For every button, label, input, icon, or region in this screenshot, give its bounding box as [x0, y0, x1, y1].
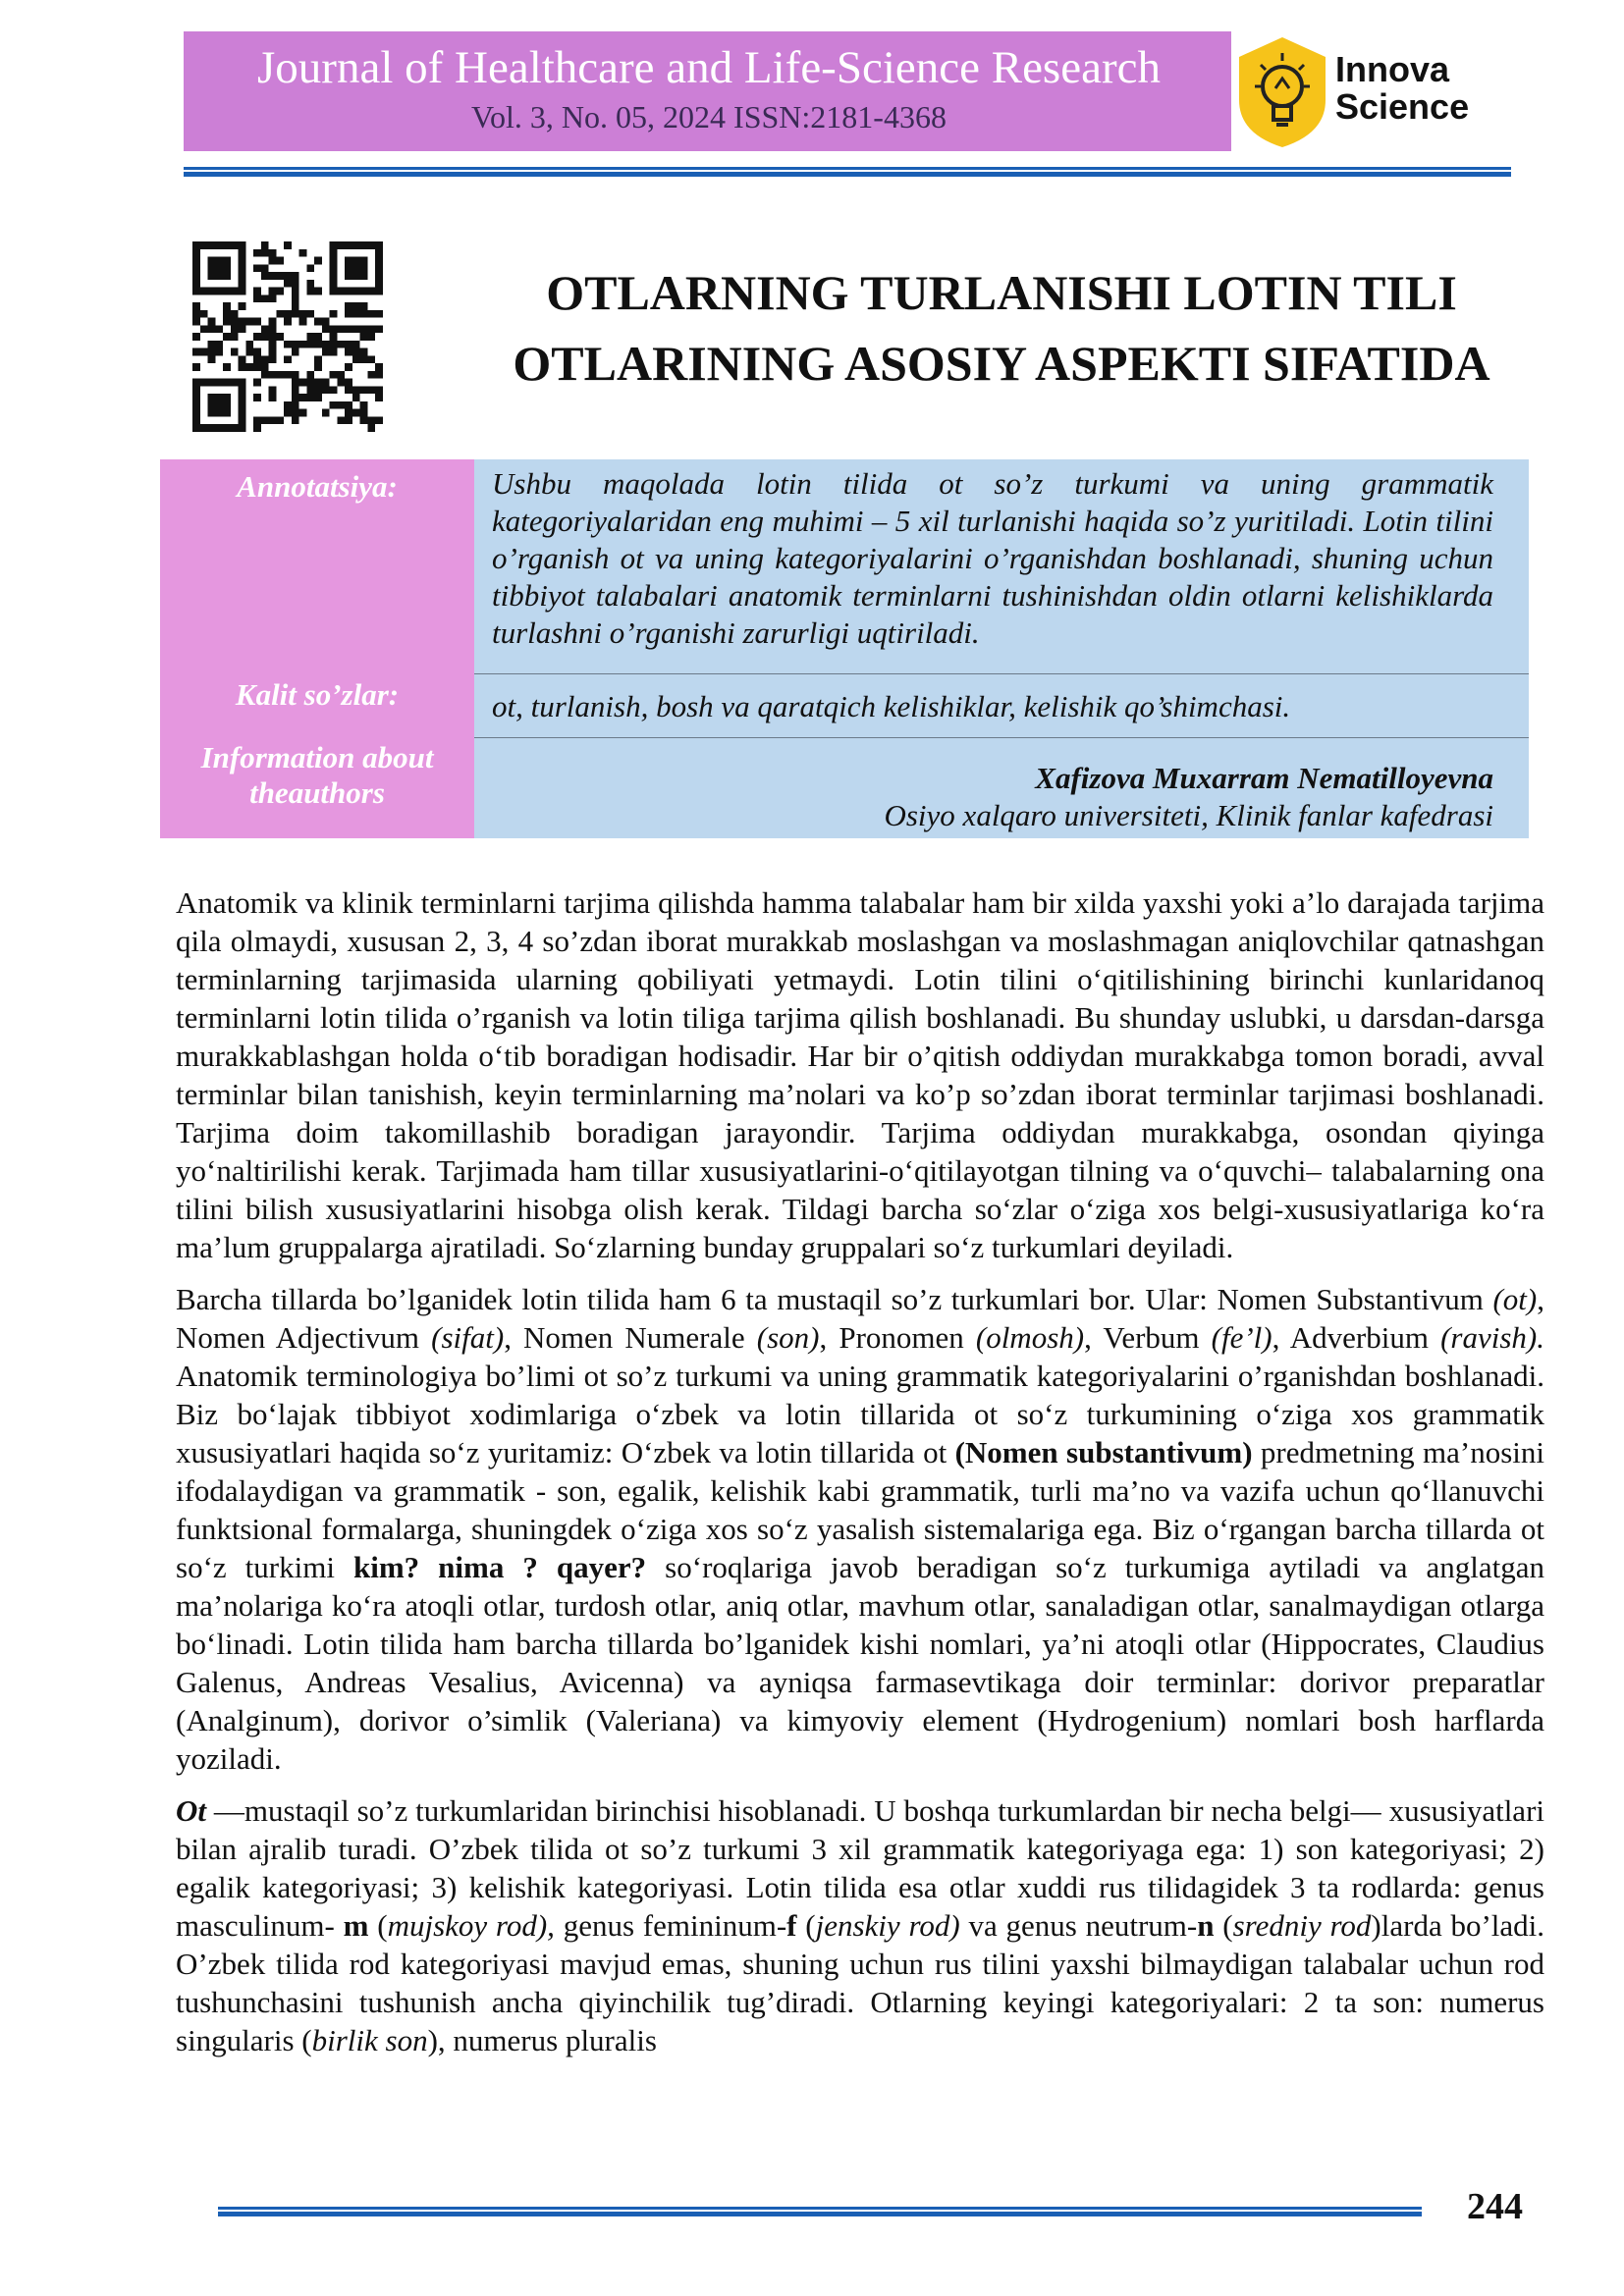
authors-cell	[474, 738, 1529, 838]
publisher-logo-text	[1335, 51, 1469, 126]
header-divider	[184, 167, 1511, 177]
page-number: 244	[1467, 2186, 1523, 2227]
qr-code-icon	[192, 241, 383, 432]
body-paragraph-3: Ot —mustaqil so’z turkumlaridan birinchisi hisoblanadi. U boshqa turkumlardan bir necha belgi— xususiyatlari bilan ajralib turadi. O’zbek tilida ot so’z turkumi 3 xil grammatik kategoriyaga ega: 1) son kategoriyasi; 2) egalik kategoriyasi; 3) kelishik kategoriyasi. Lotin tilida esa otlar xuddi rus tilidagidek 3 ta rodlarda: genus masculinum- m (mujskoy rod), genus femininum-f (jenskiy rod) va genus neutrum-n (sredniy rod)larda bo’ladi. O’zbek tilida rod kategoriyasi mavjud emas, shuning uchun rus tilini yaxshi bilmaydigan talabalar uchun rod tushunchasini tushunish ancha qiyinchilik tug’diradi. Otlarning keyingi kategoriyalari: 2 ta son: numerus singularis (birlik son), numerus pluralis	[176, 1793, 1545, 2057]
article-title-line-1: OTLARNING TURLANISHI LOTIN TILI	[546, 265, 1457, 320]
keywords-cell	[474, 674, 1529, 737]
authors-label-line-2: theauthors	[249, 775, 385, 810]
author-affiliation: Osiyo xalqaro universiteti, Klinik fanlar kafedrasi	[884, 798, 1493, 832]
logo-line-science: Science	[1335, 86, 1470, 127]
article-title	[461, 257, 1542, 399]
body-paragraph-1: Anatomik va klinik terminlarni tarjima qilishda hamma talabalar ham bir xilda yaxshi yoki a’lo darajada tarjima qila olmaydi, xususan 2, 3, 4 so’zdan iborat murakkab moslashgan va moslashmagan aniqlovchilar qatnashgan terminlarning tarjimasida ularning qobiliyati yetmaydi. Lotin tilini o‘qitilishining birinchi kunlaridanoq terminlarni lotin tilida o’rganish va lotin tiliga tarjima qilish boshlanadi. Bu shunday uslubki, u darsdan-darsga murakkablashgan holda o‘tib boradigan hodisadir. Har bir o’qitish oddiydan murakkabga tomon boradi, avval terminlar bilan tanishish, keyin terminlarning ma’nolari va ko’p so’zdan iborat terminlar tarjimasi boshlanadi. Tarjima doim takomillashib boradigan jarayondir. Tarjima oddiydan murakkabga, osondan qiyinga yo‘naltirilishi kerak. Tarjimada ham tillar xususiyatlarini-o‘qitilayotgan tilning va o‘quvchi– talabalarning ona tilini bilish xususiyatlarini hisobga olish kerak. Tildagi barcha so‘zlar o‘ziga xos belgi-xususiyatlariga ko‘ra ma’lum gruppalarga ajratiladi. So‘zlarning bunday gruppalari so‘z turkumlari deyiladi.	[176, 885, 1544, 1264]
keywords-label: Kalit so’zlar:	[235, 677, 400, 712]
footer-divider	[218, 2207, 1422, 2216]
keywords-text: ot, turlanish, bosh va qaratqich kelishiklar, kelishik qo’shimchasi.	[492, 689, 1291, 723]
article-title-line-2: OTLARINING ASOSIY ASPEKTI SIFATIDA	[513, 336, 1490, 391]
lightbulb-logo-icon	[1231, 31, 1333, 151]
article-info-table	[160, 459, 1529, 838]
authors-label-line-1: Information about	[200, 740, 434, 774]
author-name: Xafizova Muxarram Nematilloyevna	[1035, 761, 1493, 795]
article-body	[176, 883, 1544, 2073]
abstract-text: Ushbu maqolada lotin tilida ot so’z turkumi va uning grammatik kategoriyalaridan eng muhimi – 5 xil turlanishi haqida so’z yuritiladi. Lotin tilini o’rganish ot va uning kategoriyalarini o’rganishdan boshlanadi, shuning uchun tibbiyot talabalari anatomik terminlarni tushinishdan oldin otlarni kelishiklarda turlashni o’rganishi zarurligi uqtiriladi.	[492, 466, 1493, 650]
abstract-label: Annotatsiya:	[237, 469, 398, 504]
body-paragraph-2: Barcha tillarda bo’lganidek lotin tilida ham 6 ta mustaqil so’z turkumlari bor. Ular: Nomen Substantivum (ot), Nomen Adjectivum (sifat), Nomen Numerale (son), Pronomen (olmosh), Verbum (fe’l), Adverbium (ravish). Anatomik terminologiya bo’limi ot so’z turkumi va uning grammatik kategoriyalarini o’rganishdan boshlanadi. Biz bo‘lajak tibbiyot xodimlariga o‘zbek va lotin tillarida ot so‘z turkumining o‘ziga xos grammatik xususiyatlari haqida so‘z yuritamiz: O‘zbek va lotin tillarida ot (Nomen substantivum) predmetning ma’nosini ifodalaydigan va grammatik - son, egalik, kelishik kabi grammatik, turli ma’no va vazifa uchun qo‘llanuvchi funktsional formalarga, shuningdek o‘ziga xos so‘z yasalish sistemalariga ega. Biz o‘rgangan barcha tillarda ot so‘z turkimi kim? nima ? qayer? so‘roqlariga javob beradigan so‘z turkumiga aytiladi va anglatgan ma’nolariga ko‘ra atoqli otlar, turdosh otlar, aniq otlar, mavhum otlar, sanaladigan otlar, sanalmaydigan otlarga bo‘linadi. Lotin tilida ham barcha tillarda bo’lganidek kishi nomlari, ya’ni atoqli otlar (Hippocrates, Claudius Galenus, Andreas Vesalius, Avicenna) va ayniqsa farmasevtikaga doir terminlar: dorivor preparatlar (Analginum), dorivor o’simlik (Valeriana) va kimyoviy element (Hydrogenium) nomlari bosh harflarda yoziladi.	[176, 1282, 1545, 1776]
journal-title: Journal of Healthcare and Life-Science Research	[257, 42, 1161, 93]
abstract-cell	[474, 459, 1529, 673]
authors-label	[160, 740, 474, 811]
logo-line-innova: Innova	[1335, 49, 1450, 89]
journal-issue: Vol. 3, No. 05, 2024 ISSN:2181-4368	[471, 99, 947, 134]
